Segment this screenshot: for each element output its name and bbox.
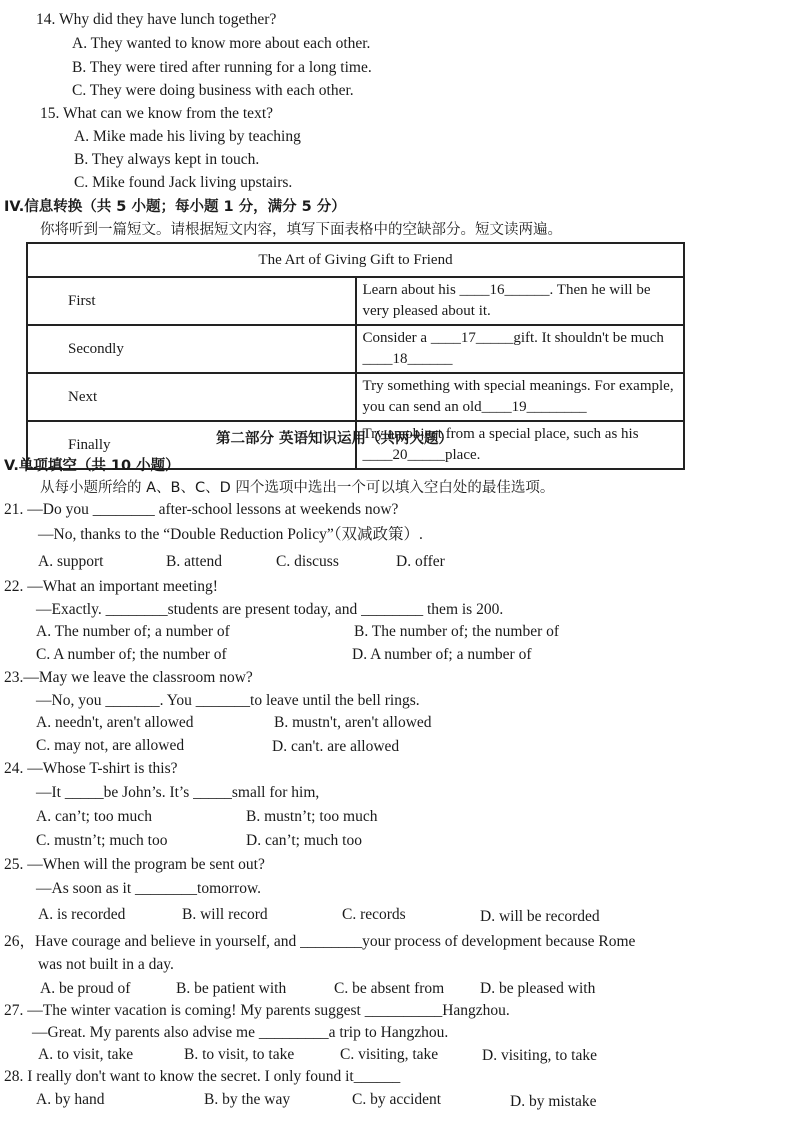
q22-option-a: A. The number of; a number of (36, 623, 230, 640)
question-23-line2: —No, you _______. You _______to leave until the bell rings. (36, 692, 420, 709)
question-24-line2: —It _____be John’s. It’s _____small for him, (36, 784, 320, 801)
section-4-instruction: 你将听到一篇短文。请根据短文内容，填写下面表格中的空缺部分。短文读两遍。 (40, 222, 562, 238)
question-21-line2: —No, thanks to the “Double Reduction Policy”（双减政策）. (38, 526, 423, 543)
q26-option-b: B. be patient with (176, 980, 287, 997)
q26-option-d: D. be pleased with (480, 980, 596, 997)
row-label: Next (27, 373, 356, 421)
q21-option-c: C. discuss (276, 553, 339, 570)
question-27-line2: —Great. My parents also advise me _________a trip to Hangzhou. (32, 1024, 449, 1041)
q22-option-d: D. A number of; a number of (352, 646, 532, 663)
table-row (27, 277, 684, 325)
table-row (27, 373, 684, 421)
q27-option-a: A. to visit, take (38, 1046, 134, 1063)
row-text: Try an object from a special place, such as his ____20_____place. (356, 421, 685, 469)
q21-option-b: B. attend (166, 553, 222, 570)
row-label: Finally (27, 421, 356, 469)
q15-option-a: A. Mike made his living by teaching (74, 128, 301, 145)
q23-option-a: A. needn't, aren't allowed (36, 714, 194, 731)
question-22-line2: —Exactly. ________students are present today, and ________ them is 200. (36, 601, 504, 618)
q15-option-c: C. Mike found Jack living upstairs. (74, 174, 293, 191)
q27-option-d: D. visiting, to take (482, 1047, 597, 1064)
question-28-line1: 28. I really don't want to know the secret. I only found it______ (4, 1068, 401, 1085)
q23-option-d: D. can't. are allowed (272, 738, 400, 755)
q23-option-b: B. mustn't, aren't allowed (274, 714, 432, 731)
q24-option-a: A. can’t; too much (36, 808, 152, 825)
q24-option-d: D. can’t; much too (246, 832, 362, 849)
question-24-line1: 24. —Whose T-shirt is this? (4, 760, 178, 777)
section-5-instruction: 从每小题所给的 A、B、C、D 四个选项中选出一个可以填入空白处的最佳选项。 (40, 480, 555, 496)
q28-option-d: D. by mistake (510, 1093, 597, 1110)
row-label: Secondly (27, 325, 356, 373)
q23-option-c: C. may not, are allowed (36, 737, 185, 754)
q28-option-b: B. by the way (204, 1091, 291, 1108)
q21-option-a: A. support (38, 553, 104, 570)
table-row (27, 325, 684, 373)
row-text: Learn about his ____16______. Then he will be very pleased about it. (356, 277, 685, 325)
q25-option-b: B. will record (182, 906, 268, 923)
part-2-heading: 第二部分 英语知识运用（共两大题） (216, 431, 454, 447)
q14-option-a: A. They wanted to know more about each other. (72, 35, 371, 52)
q22-option-c: C. A number of; the number of (36, 646, 227, 663)
q28-option-a: A. by hand (36, 1091, 105, 1108)
q27-option-c: C. visiting, take (340, 1046, 439, 1063)
section-5-heading: V.单项填空（共 10 小题） (4, 458, 180, 474)
question-21-line1: 21. —Do you ________ after-school lessons at weekends now? (4, 501, 399, 518)
q28-option-c: C. by accident (352, 1091, 442, 1108)
question-27-line1: 27. —The winter vacation is coming! My parents suggest __________Hangzhou. (4, 1002, 510, 1019)
question-26-line1: 26，Have courage and believe in yourself, and ________your process of development because Rome (4, 933, 636, 950)
q25-option-a: A. is recorded (38, 906, 126, 923)
q22-option-b: B. The number of; the number of (354, 623, 560, 640)
q25-option-c: C. records (342, 906, 406, 923)
q24-option-c: C. mustn’t; much too (36, 832, 168, 849)
q21-option-d: D. offer (396, 553, 445, 570)
table-title: The Art of Giving Gift to Friend (27, 243, 684, 277)
question-25-line1: 25. —When will the program be sent out? (4, 856, 265, 873)
question-25-line2: —As soon as it ________tomorrow. (36, 880, 262, 897)
row-text: Try something with special meanings. For example, you can send an old____19________ (356, 373, 685, 421)
question-15-stem: 15. What can we know from the text? (40, 105, 273, 122)
q27-option-b: B. to visit, to take (184, 1046, 295, 1063)
question-22-line1: 22. —What an important meeting! (4, 578, 218, 595)
q15-option-b: B. They always kept in touch. (74, 151, 260, 168)
section-4-heading: IV.信息转换（共 5 小题；每小题 1 分，满分 5 分） (4, 199, 346, 215)
q14-option-c: C. They were doing business with each other. (72, 82, 354, 99)
row-label: First (27, 277, 356, 325)
q24-option-b: B. mustn’t; too much (246, 808, 378, 825)
question-14-stem: 14. Why did they have lunch together? (36, 11, 277, 28)
q25-option-d: D. will be recorded (480, 908, 600, 925)
q26-option-c: C. be absent from (334, 980, 445, 997)
q26-option-a: A. be proud of (40, 980, 131, 997)
row-text: Consider a ____17_____gift. It shouldn't be much ____18______ (356, 325, 685, 373)
question-26-line2: was not built in a day. (38, 956, 174, 973)
question-23-line1: 23.—May we leave the classroom now? (4, 669, 253, 686)
q14-option-b: B. They were tired after running for a long time. (72, 59, 372, 76)
